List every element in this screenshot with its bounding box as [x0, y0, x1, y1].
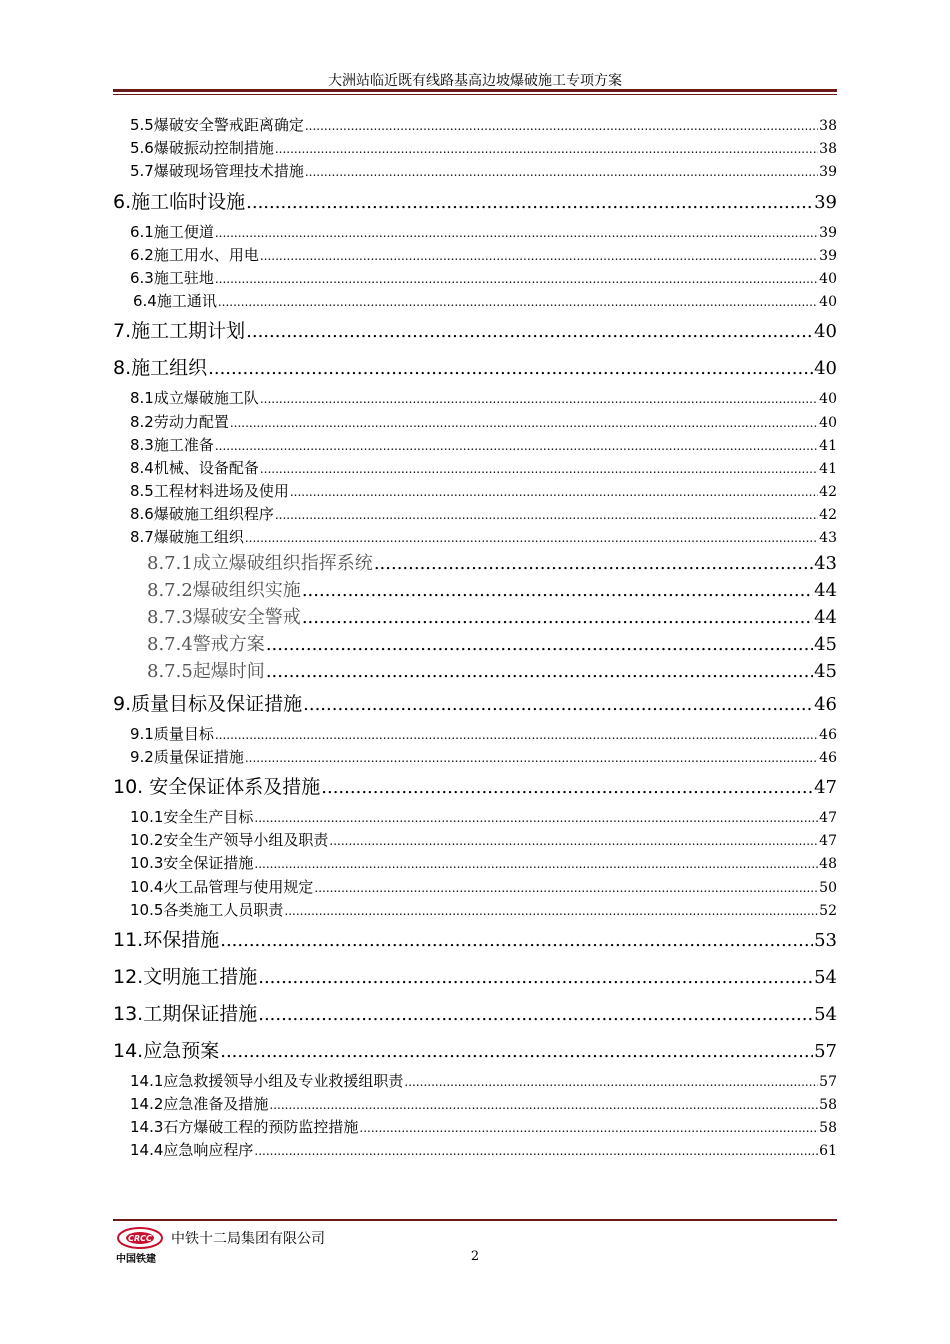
toc-entry-page: 39 [819, 247, 837, 264]
toc-entry-page: 39 [819, 164, 837, 181]
toc-leader-dots [314, 877, 818, 900]
toc-entry-label: 10.4火工品管理与使用规定 [130, 877, 314, 896]
toc-entry-page: 54 [814, 1003, 837, 1025]
toc-entry[interactable] [113, 723, 837, 746]
toc-entry-page: 47 [814, 776, 837, 798]
toc-entry[interactable] [113, 1033, 837, 1070]
toc-entry-label: 9.2质量保证措施 [130, 747, 244, 766]
toc-entry[interactable] [113, 686, 837, 723]
toc-leader-dots [284, 900, 818, 923]
page-header-title: 大洲站临近既有线路基高边坡爆破施工专项方案 [328, 73, 622, 89]
toc-entry-page: 42 [819, 507, 837, 524]
toc-leader-dots [246, 184, 813, 221]
toc-entry[interactable] [113, 434, 837, 457]
toc-leader-dots [266, 631, 813, 658]
toc-entry-label: 10. 安全保证体系及措施 [113, 775, 321, 798]
toc-entry-page: 61 [819, 1143, 837, 1160]
toc-entry-page: 47 [819, 809, 837, 826]
header-rule-thin [113, 94, 837, 95]
toc-leader-dots [302, 604, 813, 631]
toc-leader-dots [220, 922, 813, 959]
toc-entry-page: 47 [819, 833, 837, 850]
toc-entry-page: 45 [814, 661, 837, 683]
toc-entry-page: 45 [814, 634, 837, 656]
toc-entry-page: 40 [814, 358, 837, 380]
toc-entry-label: 14.2应急准备及措施 [130, 1095, 269, 1114]
toc-entry-label: 14.3石方爆破工程的预防监控措施 [130, 1118, 359, 1137]
header-rule-thick [113, 89, 837, 92]
toc-leader-dots [220, 1033, 813, 1070]
toc-entry[interactable] [113, 267, 837, 290]
logo-caption: 中国铁建 [116, 1254, 156, 1265]
toc-entry-label: 8.2劳动力配置 [130, 412, 229, 431]
toc-entry-label: 9.1质量目标 [130, 724, 214, 743]
toc-leader-dots [266, 658, 813, 685]
toc-entry[interactable] [113, 114, 837, 137]
toc-entry[interactable] [113, 550, 837, 577]
toc-entry[interactable] [113, 829, 837, 852]
toc-leader-dots [305, 161, 818, 184]
toc-entry[interactable] [113, 996, 837, 1033]
toc-entry-page: 40 [819, 414, 837, 431]
toc-entry-label: 8.3施工准备 [130, 435, 214, 454]
toc-entry-page: 52 [819, 902, 837, 919]
toc-entry-page: 57 [814, 1040, 837, 1062]
toc-leader-dots [254, 853, 818, 876]
toc-entry-label: 6.2施工用水、用电 [130, 245, 259, 264]
toc-entry-label: 7.施工工期计划 [113, 320, 246, 343]
toc-leader-dots [254, 807, 818, 830]
toc-leader-dots [275, 504, 818, 527]
toc-entry-label: 8.7.4警戒方案 [147, 634, 265, 656]
toc-entry[interactable] [113, 1139, 837, 1162]
toc-leader-dots [329, 830, 818, 853]
toc-entry-label: 10.3安全保证措施 [130, 854, 254, 873]
toc-entry-page: 54 [814, 966, 837, 988]
toc-leader-dots [215, 724, 818, 747]
toc-entry-label: 8.7.3爆破安全警戒 [147, 607, 301, 628]
toc-entry-label: 8.7.2爆破组织实施 [147, 579, 301, 601]
toc-leader-dots [245, 527, 818, 550]
toc-leader-dots [230, 412, 818, 435]
toc-entry-page: 46 [819, 726, 837, 743]
toc-entry[interactable] [113, 959, 837, 996]
toc-entry-label: 10.5各类施工人员职责 [130, 900, 284, 919]
toc-entry-page: 46 [819, 749, 837, 766]
toc-entry-page: 58 [819, 1120, 837, 1137]
toc-entry[interactable] [113, 244, 837, 267]
toc-entry[interactable] [113, 604, 837, 631]
toc-entry-page: 58 [819, 1097, 837, 1114]
toc-entry-page: 38 [819, 118, 837, 134]
toc-entry-page: 40 [819, 294, 837, 311]
toc-entry[interactable] [113, 658, 837, 685]
toc-entry-page: 42 [819, 484, 837, 501]
toc-leader-dots [246, 313, 813, 350]
toc-entry-page: 44 [814, 579, 837, 601]
toc-entry[interactable] [113, 313, 837, 350]
toc-entry[interactable] [113, 480, 837, 503]
toc-entry-page: 40 [814, 321, 837, 343]
toc-entry[interactable] [113, 526, 837, 549]
toc-entry[interactable] [113, 137, 837, 160]
toc-entry-label: 8.7.1成立爆破组织指挥系统 [147, 552, 373, 574]
toc-entry-page: 40 [819, 391, 837, 408]
footer-rule [113, 1219, 837, 1221]
toc-entry[interactable] [113, 876, 837, 899]
toc-entry-page: 39 [814, 191, 837, 213]
toc-entry-label: 9.质量目标及保证措施 [113, 692, 303, 715]
toc-entry[interactable] [113, 290, 837, 313]
toc-entry[interactable] [113, 631, 837, 658]
toc-entry[interactable] [113, 899, 837, 922]
toc-entry-label: 6.3施工驻地 [130, 268, 214, 287]
toc-entry-label: 10.2安全生产领导小组及职责 [130, 831, 329, 850]
toc-entry[interactable] [113, 457, 837, 480]
toc-entry-page: 57 [819, 1073, 837, 1090]
toc-entry[interactable] [113, 1070, 837, 1093]
toc-entry-label: 8.施工组织 [113, 357, 208, 380]
toc-entry-label: 5.5爆破安全警戒距离确定 [130, 116, 304, 134]
toc-entry-label: 8.1成立爆破施工队 [130, 389, 259, 408]
toc-entry[interactable] [113, 852, 837, 875]
toc-leader-dots [359, 1117, 818, 1140]
crcc-logo-text: CRCC [128, 1234, 152, 1243]
toc-entry-page: 43 [819, 530, 837, 547]
toc-entry[interactable] [113, 1116, 837, 1139]
toc-leader-dots [260, 388, 818, 411]
toc-leader-dots [215, 222, 818, 245]
toc-leader-dots [260, 245, 818, 268]
toc-entry[interactable] [113, 221, 837, 244]
toc-leader-dots [302, 577, 813, 604]
toc-leader-dots [290, 481, 818, 504]
toc-entry-label: 14.1应急救援领导小组及专业救援组职责 [130, 1071, 404, 1090]
toc-leader-dots [218, 291, 818, 314]
toc-entry-page: 43 [814, 552, 837, 574]
toc-entry-label: 6.1施工便道 [130, 222, 214, 241]
toc-entry-label: 5.6爆破振动控制措施 [130, 139, 274, 158]
toc-entry-page: 38 [819, 141, 837, 158]
toc-leader-dots [404, 1071, 818, 1094]
toc-entry-label: 8.5工程材料进场及使用 [130, 482, 289, 501]
toc-leader-dots [374, 550, 813, 577]
toc-entry-page: 53 [814, 929, 837, 951]
toc-entry[interactable] [113, 387, 837, 410]
toc-entry-page: 40 [819, 270, 837, 287]
toc-entry[interactable] [113, 350, 837, 387]
toc-leader-dots [208, 350, 813, 387]
toc-entry-label: 8.7爆破施工组织 [130, 528, 244, 547]
toc-leader-dots [258, 959, 813, 996]
crcc-logo-icon [116, 1226, 164, 1250]
toc-leader-dots [260, 458, 818, 481]
toc-entry-label: 14.应急预案 [113, 1039, 220, 1062]
toc-entry-label: 12.文明施工措施 [113, 965, 258, 988]
toc-entry-label: 5.7爆破现场管理技术措施 [130, 162, 304, 181]
toc-entry[interactable] [113, 503, 837, 526]
page-number: 2 [470, 1249, 480, 1264]
toc-leader-dots [254, 1140, 818, 1163]
toc-entry-label: 8.6爆破施工组织程序 [130, 505, 274, 524]
toc-entry-label: 10.1安全生产目标 [130, 807, 254, 826]
toc-entry-label: 6.4施工通讯 [133, 292, 217, 311]
toc-entry[interactable] [113, 411, 837, 434]
toc-leader-dots [215, 268, 818, 291]
toc-leader-dots [321, 769, 813, 806]
toc-entry-page: 48 [819, 856, 837, 873]
toc-entry[interactable] [113, 922, 837, 959]
toc-leader-dots [245, 747, 818, 770]
toc-entry[interactable] [113, 184, 837, 221]
toc-entry-label: 6.施工临时设施 [113, 190, 246, 213]
toc-leader-dots [215, 435, 818, 458]
toc-entry-label: 11.环保措施 [113, 928, 220, 951]
toc-entry-page: 41 [819, 437, 837, 454]
toc-entry-page: 41 [819, 460, 837, 477]
toc-entry[interactable] [113, 806, 837, 829]
toc-entry-page: 44 [814, 607, 837, 628]
toc-leader-dots [269, 1094, 818, 1117]
toc-entry-page: 50 [819, 879, 837, 896]
footer-company-name: 中铁十二局集团有限公司 [171, 1231, 325, 1247]
toc-entry-label: 13.工期保证措施 [113, 1002, 258, 1025]
toc-entry-label: 8.7.5起爆时间 [147, 661, 265, 683]
table-of-contents [113, 114, 837, 1163]
toc-entry[interactable] [113, 1093, 837, 1116]
toc-entry[interactable] [113, 769, 837, 806]
toc-entry-label: 8.4机械、设备配备 [130, 458, 259, 477]
toc-entry-label: 14.4应急响应程序 [130, 1141, 254, 1160]
toc-leader-dots [275, 138, 818, 161]
toc-entry[interactable] [113, 577, 837, 604]
toc-entry-page: 39 [819, 224, 837, 241]
toc-entry[interactable] [113, 160, 837, 183]
toc-leader-dots [303, 686, 813, 723]
toc-leader-dots [305, 115, 818, 138]
toc-entry[interactable] [113, 746, 837, 769]
toc-entry-page: 46 [814, 693, 837, 715]
toc-leader-dots [258, 996, 813, 1033]
